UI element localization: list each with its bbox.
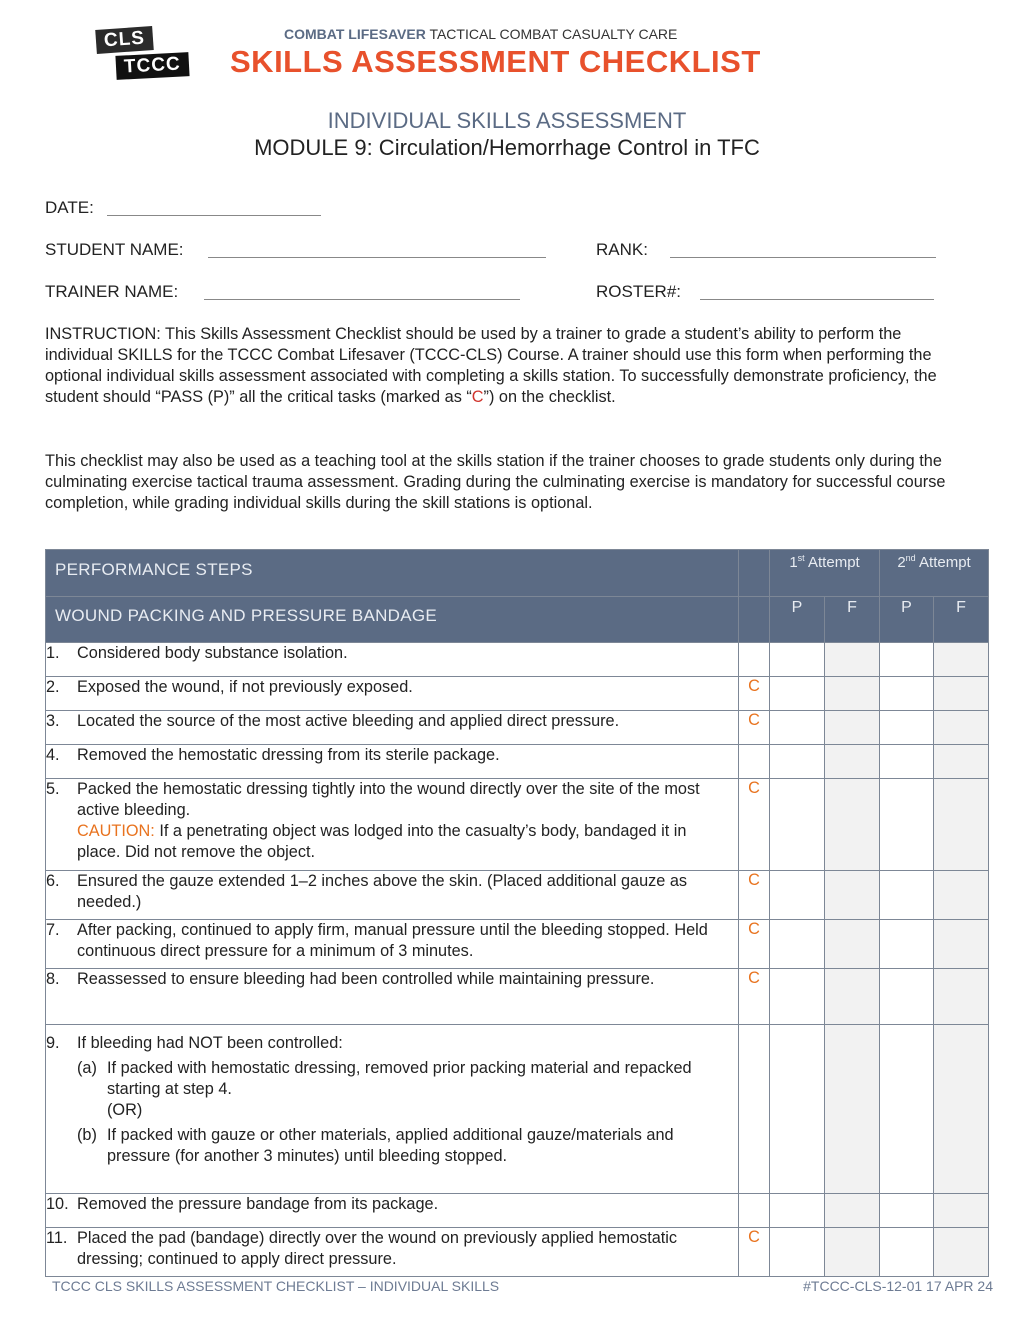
attempt1-pass-cell[interactable] [770,969,825,1025]
attempt1-fail-cell[interactable] [825,677,880,711]
date-label: DATE: [45,198,94,217]
attempt2-pass-cell[interactable] [880,1025,934,1194]
attempt2-pass-cell[interactable] [880,1228,934,1277]
attempt2-pass-cell[interactable] [880,1194,934,1228]
critical-indicator [739,643,770,677]
attempt1-fail-cell[interactable] [825,643,880,677]
trainer-name-field[interactable] [204,299,520,300]
attempt1-fail-cell[interactable] [825,1025,880,1194]
page-title: SKILLS ASSESSMENT CHECKLIST [230,44,761,79]
caution-label: CAUTION: [77,822,155,840]
student-name-label: STUDENT NAME: [45,240,184,259]
attempt2-pass-cell[interactable] [880,711,934,745]
first-attempt-header: 1st Attempt [770,550,880,597]
attempt2-fail-cell[interactable] [934,1025,989,1194]
table-row: 7. After packing, continued to apply firm, manual pressure until the bleeding stopped. Held continuous direct pressure for a minimum of 3 minutes. C [46,920,989,969]
attempt1-pass-cell[interactable] [770,920,825,969]
attempt2-fail-cell[interactable] [934,1194,989,1228]
attempt2-fail-cell[interactable] [934,1228,989,1277]
critical-indicator: C [739,711,770,745]
attempt2-pass-header: P [880,597,934,643]
table-row: 3. Located the source of the most active bleeding and applied direct pressure. C [46,711,989,745]
attempt1-pass-cell[interactable] [770,745,825,779]
attempt1-pass-cell[interactable] [770,1025,825,1194]
table-row: 1. Considered body substance isolation. [46,643,989,677]
date-field[interactable] [107,215,321,216]
table-row: 11. Placed the pad (bandage) directly over the wound on previously applied hemostatic dressing; continued to apply direct pressure. C [46,1228,989,1277]
attempt2-pass-cell[interactable] [880,677,934,711]
cls-tccc-logo [94,24,206,90]
critical-indicator: C [739,779,770,871]
attempt2-fail-cell[interactable] [934,920,989,969]
attempt1-fail-cell[interactable] [825,871,880,920]
attempt1-pass-cell[interactable] [770,711,825,745]
roster-field[interactable] [700,299,934,300]
attempt2-fail-cell[interactable] [934,643,989,677]
attempt2-pass-cell[interactable] [880,969,934,1025]
critical-indicator: C [739,677,770,711]
table-row: 10. Removed the pressure bandage from its package. [46,1194,989,1228]
attempt1-pass-cell[interactable] [770,643,825,677]
rank-label: RANK: [596,240,648,259]
skills-checklist-table [45,549,989,1277]
attempt1-fail-cell[interactable] [825,1194,880,1228]
logo-tccc-text: TCCC [115,52,189,80]
attempt2-fail-header: F [934,597,989,643]
critical-indicator: C [739,920,770,969]
attempt1-pass-cell[interactable] [770,871,825,920]
table-row: 6. Ensured the gauze extended 1–2 inches above the skin. (Placed additional gauze as needed.) C [46,871,989,920]
attempt1-fail-cell[interactable] [825,920,880,969]
attempt2-fail-cell[interactable] [934,745,989,779]
usage-note: This checklist may also be used as a teaching tool at the skills station if the trainer chooses to grade students only during the culminating exercise tactical trauma assessment. Grading during the culminating exercise is mandatory for successful course completion, while grading individual skills during the skill stations is optional. [45,452,946,512]
pre-title [284,26,677,42]
attempt2-pass-cell[interactable] [880,643,934,677]
critical-indicator: C [739,1228,770,1277]
table-row: 8. Reassessed to ensure bleeding had been controlled while maintaining pressure. C [46,969,989,1025]
attempt2-pass-cell[interactable] [880,871,934,920]
instruction-paragraph: INSTRUCTION: This Skills Assessment Checklist should be used by a trainer to grade a student’s ability to perform the individual SKILLS for the TCCC Combat Lifesaver (TCCC-CLS) Course. A trainer should use this form when performing the optional individual skills assessment associated with completing a skills station. To successfully demonstrate proficiency, the student should “PASS (P)” all the critical tasks (marked as “C”) on the checklist. [45,325,937,406]
table-subheader-row [46,597,989,643]
attempt2-fail-cell[interactable] [934,969,989,1025]
critical-indicator [739,745,770,779]
assessment-type: INDIVIDUAL SKILLS ASSESSMENT [327,108,687,133]
attempt2-pass-cell[interactable] [880,779,934,871]
attempt1-pass-cell[interactable] [770,677,825,711]
attempt2-fail-cell[interactable] [934,779,989,871]
critical-indicator [739,1194,770,1228]
attempt2-fail-cell[interactable] [934,711,989,745]
pre-title-rest: TACTICAL COMBAT CASUALTY CARE [429,26,678,42]
attempt2-pass-cell[interactable] [880,920,934,969]
pre-title-accent: COMBAT LIFESAVER [284,26,426,42]
critical-mark: C [471,388,484,406]
rank-field[interactable] [670,257,936,258]
critical-indicator [739,1025,770,1194]
footer-document-id: #TCCC-CLS-12-01 17 APR 24 [803,1278,993,1294]
student-name-field[interactable] [208,257,546,258]
table-row: 4. Removed the hemostatic dressing from its sterile package. [46,745,989,779]
attempt1-fail-cell[interactable] [825,711,880,745]
table-row: 5. Packed the hemostatic dressing tightly into the wound directly over the site of the most active bleeding. CAUTION: If a penetrating object was lodged into the casualty’s body, bandaged it in place. Did not remove the object. C [46,779,989,871]
performance-steps-header: PERFORMANCE STEPS [46,550,739,597]
attempt2-fail-cell[interactable] [934,871,989,920]
attempt1-pass-header: P [770,597,825,643]
roster-label: ROSTER#: [596,282,682,301]
attempt2-fail-cell[interactable] [934,677,989,711]
attempt1-pass-cell[interactable] [770,1228,825,1277]
logo-cls-text: CLS [95,26,154,54]
critical-indicator: C [739,871,770,920]
footer-document-title: TCCC CLS SKILLS ASSESSMENT CHECKLIST – INDIVIDUAL SKILLS [52,1278,500,1294]
second-attempt-header: 2nd Attempt [880,550,989,597]
table-header-row [46,550,989,597]
table-row: 9. If bleeding had NOT been controlled: (a) If packed with hemostatic dressing, removed prior packing material and repacked starting at step 4. (OR) (b) If packed with gauze or other materials, applied additional gauze/materials and pressure (for another 3 minutes) until bleeding stopped. [46,1025,989,1194]
trainer-name-label: TRAINER NAME: [45,282,179,301]
attempt2-pass-cell[interactable] [880,745,934,779]
critical-indicator: C [739,969,770,1025]
attempt1-fail-header: F [825,597,880,643]
attempt1-fail-cell[interactable] [825,745,880,779]
attempt1-fail-cell[interactable] [825,969,880,1025]
section-header: WOUND PACKING AND PRESSURE BANDAGE [46,597,739,643]
module-title: MODULE 9: Circulation/Hemorrhage Control in TFC [254,135,760,160]
attempt1-pass-cell[interactable] [770,1194,825,1228]
attempt1-pass-cell[interactable] [770,779,825,871]
table-row: 2. Exposed the wound, if not previously exposed. C [46,677,989,711]
attempt1-fail-cell[interactable] [825,1228,880,1277]
attempt1-fail-cell[interactable] [825,779,880,871]
